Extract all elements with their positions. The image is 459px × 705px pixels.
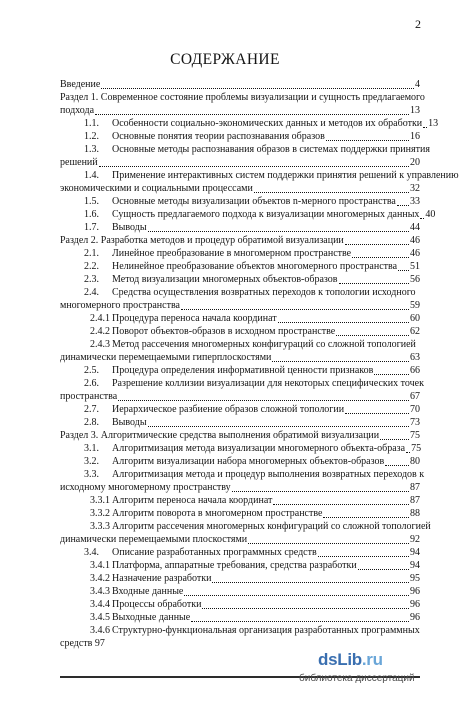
toc-entry-text: Применение интерактивных систем поддержки принятия решений к управлению [112,170,459,181]
toc-entry-text: Иерархическое разбиение образов сложной топологии [112,404,345,415]
toc-entry-page: 75 [410,430,420,441]
toc-entry-page: 62 [410,326,420,337]
dot-leader [385,456,409,466]
dot-leader [278,313,409,323]
toc-entry [0,559,450,572]
toc-entry-text: Раздел 2. Разработка методов и процедур обратимой визуализации [60,235,344,246]
toc-entry-number: 2.2. [84,261,99,272]
dot-leader [352,248,409,258]
toc-entry-page: 96 [410,586,420,597]
toc-entry-number: 3.3.3 [90,521,110,532]
toc-entry [0,104,450,117]
toc-entry-number: 1.1. [84,118,99,129]
toc-entry-text: Структурно-функциональная организация разработанных программных [112,625,420,636]
toc-entry-number: 2.4. [84,287,99,298]
toc-entry-text: Основные методы распознавания образов в системах поддержки принятия [112,144,430,155]
dot-leader [336,326,409,336]
dot-leader [273,495,409,505]
toc-entry [0,377,450,390]
toc-entry-number: 3.4.5 [90,612,110,623]
toc-entry [0,182,450,195]
toc-entry-page: 33 [410,196,420,207]
toc-entry-page: 70 [410,404,420,415]
toc-entry-number: 2.8. [84,417,99,428]
dot-leader [272,352,409,362]
toc-entry-text: подхода [60,105,95,116]
toc-entry [0,390,450,403]
toc-entry-page: 32 [410,183,420,194]
toc-entry [0,273,450,286]
toc-entry [0,299,450,312]
toc-entry [0,494,450,507]
toc-entry-text: Выходные данные [112,612,191,623]
toc-entry [0,208,450,221]
toc-entry [0,78,450,91]
toc-entry-text: экономическими и социальными процессами [60,183,253,194]
toc-entry [0,364,450,377]
dot-leader [181,300,409,310]
dot-leader [95,105,409,115]
dot-leader [339,274,409,284]
dot-leader [374,365,409,375]
toc-entry-text: многомерного пространства [60,300,180,311]
toc-entry-page: 94 [410,547,420,558]
toc-entry [0,234,450,247]
toc-entry-text: Выводы [112,417,147,428]
toc-entry [0,130,450,143]
toc-entry-page: 56 [410,274,420,285]
toc-entry-text: пространства [60,391,118,402]
toc-entry-text: Процедура определения информативной ценности признаков [112,365,374,376]
toc-entry [0,598,450,611]
toc-entry-page: 87 [410,495,420,506]
toc-entry [0,91,450,104]
toc-entry-text: исходному многомерному пространству [60,482,231,493]
toc-entry-text: Алгоритм поворота в многомерном пространстве [112,508,323,519]
toc-entry-number: 3.4.2 [90,573,110,584]
toc-entry-number: 3.4.3 [90,586,110,597]
toc-entry-page: 4 [415,79,420,90]
toc-entry-text: Метод рассечения многомерных конфигураций со сложной топологией [112,339,416,350]
toc-entry-page: 13 [410,105,420,116]
toc-entry-text: динамически перемещаемыми гиперплоскостями [60,352,272,363]
toc-entry [0,403,450,416]
toc-entry-text: Алгоритм рассечения многомерных конфигураций со сложной топологией [112,521,431,532]
toc-entry-page: 73 [410,417,420,428]
toc-entry-text: Раздел 1. Современное состояние проблемы визуализации и сущность предлагаемого [60,92,425,103]
toc-entry-number: 1.7. [84,222,99,233]
toc-entry-text: Выводы [112,222,147,233]
toc-entry-page: 80 [410,456,420,467]
toc-entry-page: 88 [410,508,420,519]
toc-entry-text: Платформа, аппаратные требования, средства разработки [112,560,357,571]
toc-entry-number: 1.5. [84,196,99,207]
dot-leader [380,430,409,440]
dot-leader [232,482,409,492]
toc-entry [0,585,450,598]
toc-entry [0,338,450,351]
toc-entry [0,195,450,208]
toc-entry-number: 1.2. [84,131,99,142]
toc-entry-page: 94 [410,560,420,571]
toc-entry-number: 2.5. [84,365,99,376]
dot-leader [326,131,409,141]
toc-entry-page: 51 [410,261,420,272]
toc-entry-page: 40 [425,209,436,220]
toc-entry [0,442,450,455]
toc-entry [0,312,450,325]
toc-entry [0,325,450,338]
dot-leader [248,534,409,544]
toc-entry-number: 3.3.1 [90,495,110,506]
toc-entry-page: 67 [410,391,420,402]
watermark-logo: dsLib.ru [318,650,383,669]
toc-entry-text: Средства осуществления возвратных переходов к топологии исходного [112,287,416,298]
toc-entry [0,429,450,442]
toc-entry-text: Входные данные [112,586,184,597]
dot-leader [398,261,409,271]
toc-entry-number: 2.4.3 [90,339,110,350]
toc-entry-text: Разрешение коллизии визуализации для некоторых специфических точек [112,378,424,389]
toc-entry-number: 2.3. [84,274,99,285]
dot-leader [254,183,409,193]
toc-entry-number: 1.4. [84,170,99,181]
toc-entry [0,546,450,559]
watermark-subtitle: библиотека диссертаций [299,673,415,684]
toc-entry-page: 75 [411,443,422,454]
toc-entry-text: Основные методы визуализации объектов n-мерного пространства [112,196,396,207]
toc-entry [0,286,450,299]
toc-entry-text: Метод визуализации многомерных объектов-образов [112,274,338,285]
toc-entry [0,247,450,260]
toc-entry-text: Процессы обработки [112,599,202,610]
dot-leader [406,443,410,453]
toc-entry-text: Алгоритм визуализации набора многомерных объектов-образов [112,456,385,467]
toc-entry-page: 95 [410,573,420,584]
dot-leader [345,404,409,414]
toc-entry [0,143,450,156]
toc-entry-text: Сущность предлагаемого подхода к визуализации многомерных данных [112,209,420,220]
dot-leader [358,560,409,570]
toc-entry-page: 87 [410,482,420,493]
toc-entry-text: Поворот объектов-образов в исходном пространстве [112,326,336,337]
toc-entry-number: 3.1. [84,443,99,454]
toc-entry-text: средств 97 [60,638,105,649]
toc-entry-text: Введение [60,79,101,90]
toc-entry-page: 96 [410,599,420,610]
toc-entry-text: Алгоритмизация метода и процедур выполнения возвратных переходов к [112,469,425,480]
toc-entry [0,533,450,546]
toc-entry [0,416,450,429]
toc-entry-number: 3.2. [84,456,99,467]
toc-entry-text: динамически перемещаемыми плоскостями [60,534,248,545]
dot-leader [148,222,409,232]
toc-entry [0,468,450,481]
dot-leader [423,118,427,128]
toc-entry [0,572,450,585]
toc-entry-number: 2.6. [84,378,99,389]
dot-leader [101,79,414,89]
toc-entry-text: Особенности социально-экономических данных и методов их обработки [112,118,423,129]
toc-entry-number: 1.3. [84,144,99,155]
toc-entry [0,260,450,273]
dot-leader [118,391,409,401]
toc-entry-page: 96 [410,612,420,623]
toc-entry [0,221,450,234]
dot-leader [397,196,409,206]
toc-entry-text: Назначение разработки [112,573,212,584]
toc-entry-text: Алгоритмизация метода визуализации многомерного объекта-образа [112,443,406,454]
toc-entry [0,637,450,650]
dot-leader [323,508,409,518]
toc-entry-text: Нелинейное преобразование объектов многомерного пространства [112,261,398,272]
toc-entry-page: 16 [410,131,420,142]
toc-entry-number: 3.3. [84,469,99,480]
toc-entry-number: 3.4.1 [90,560,110,571]
toc-entry-number: 3.4. [84,547,99,558]
toc-entry-text: Основные понятия теории распознавания образов [112,131,325,142]
toc-entry [0,481,450,494]
toc-entry-page: 59 [410,300,420,311]
dot-leader [148,417,409,427]
page-title: СОДЕРЖАНИЕ [170,51,280,68]
toc-entry [0,507,450,520]
dot-leader [345,235,409,245]
toc-entry-page: 20 [410,157,420,168]
toc-entry [0,351,450,364]
toc-entry-number: 1.6. [84,209,99,220]
toc-entry-number: 3.4.4 [90,599,110,610]
toc-entry-number: 3.3.2 [90,508,110,519]
toc-entry-text: решений [60,157,98,168]
toc-entry [0,169,459,182]
toc-entry-page: 46 [410,248,420,259]
dot-leader [184,586,409,596]
dot-leader [318,547,409,557]
page-number: 2 [415,17,421,31]
toc-entry-text: Линейное преобразование в многомерном пространстве [112,248,352,259]
toc-entry-text: Раздел 3. Алгоритмические средства выполнения обратимой визуализации [60,430,380,441]
dot-leader [202,599,409,609]
toc-entry-number: 2.4.1 [90,313,110,324]
toc-entry-text: Описание разработанных программных средств [112,547,317,558]
toc-entry [0,117,450,130]
toc-entry [0,520,450,533]
toc-entry-page: 92 [410,534,420,545]
toc-entry-number: 2.4.2 [90,326,110,337]
dot-leader [212,573,409,583]
toc-entry-number: 2.1. [84,248,99,259]
toc-entry [0,611,450,624]
dot-leader [191,612,409,622]
toc-entry [0,156,450,169]
toc-entry-number: 3.4.6 [90,625,110,636]
toc-entry [0,624,450,637]
toc-entry-page: 66 [410,365,420,376]
toc-entry-page: 63 [410,352,420,363]
dot-leader [420,209,424,219]
toc-entry-page: 13 [428,118,439,129]
toc-entry-text: Алгоритм переноса начала координат [112,495,273,506]
toc-entry-page: 60 [410,313,420,324]
toc-entry [0,455,450,468]
toc-entry-page: 44 [410,222,420,233]
toc-entry-page: 46 [410,235,420,246]
toc-entry-number: 2.7. [84,404,99,415]
toc-entry-text: Процедура переноса начала координат [112,313,277,324]
dot-leader [99,157,409,167]
